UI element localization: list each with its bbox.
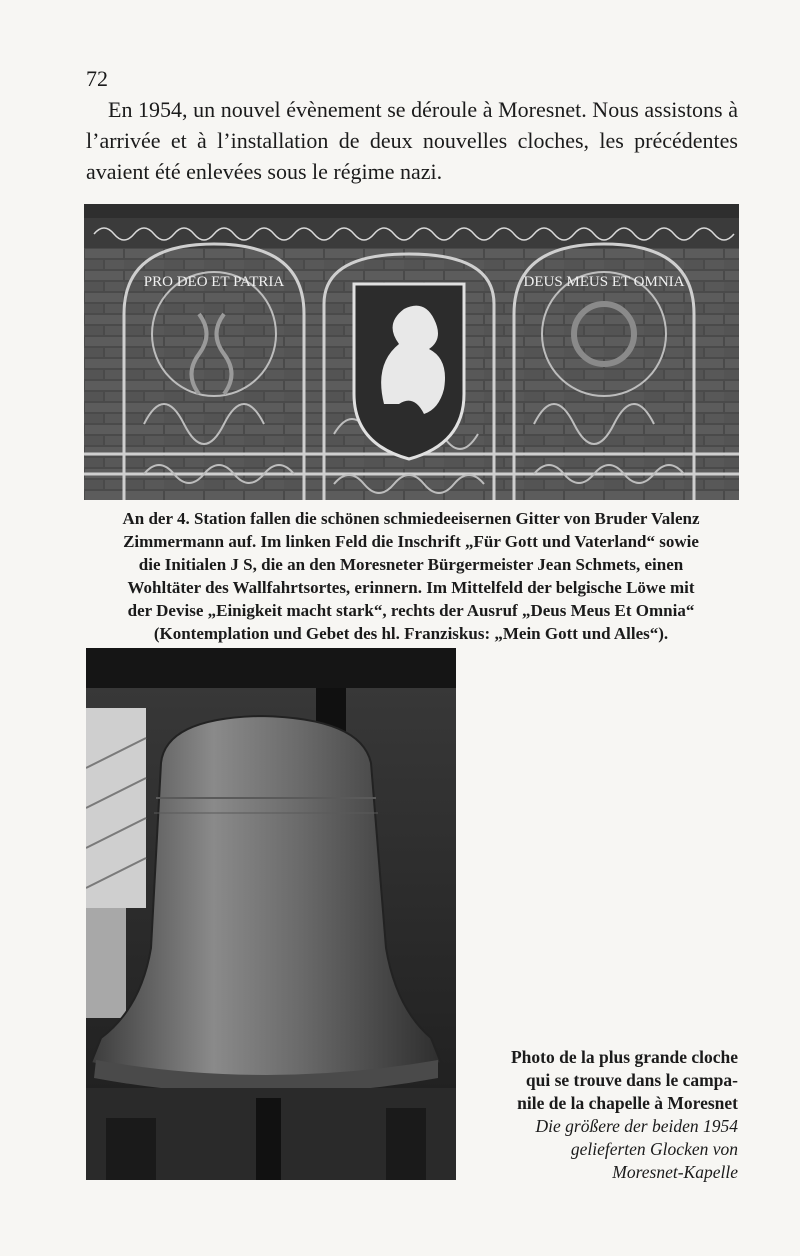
caption-line-fr: qui se trouve dans le campa-	[525, 1070, 738, 1090]
caption-line: (Kontemplation und Gebet des hl. Franziskus: „Mein Gott und Alles“).	[153, 624, 669, 643]
gate-illustration	[84, 204, 739, 500]
gate-photo-caption	[86, 507, 736, 645]
caption-line-fr: nile de la chapelle à Moresnet	[517, 1093, 738, 1113]
caption-line-fr: Photo de la plus grande cloche	[510, 1047, 738, 1067]
bell-illustration	[86, 648, 456, 1180]
caption-line-de: Moresnet-Kapelle	[612, 1162, 738, 1182]
bell-photo-caption	[470, 1046, 738, 1184]
gate-inscription-right: DEUS MEUS ET OMNIA	[523, 274, 685, 290]
caption-line-de: Die größere der beiden 1954	[535, 1116, 738, 1136]
caption-line: An der 4. Station fallen die schönen schmiedeeisernen Gitter von Bruder Valenz	[122, 509, 700, 528]
bell-photo	[86, 648, 456, 1180]
caption-line: Zimmermann auf. Im linken Feld die Inschrift „Für Gott und Vaterland“ sowie	[123, 532, 699, 551]
caption-line-de: gelieferten Glocken von	[570, 1139, 738, 1159]
caption-line: die Initialen J S, die an den Moresneter Bürgermeister Jean Schmets, einen	[138, 555, 684, 574]
gate-inscription-left: PRO DEO ET PATRIA	[143, 274, 285, 290]
gate-photo	[84, 204, 739, 500]
page-number: 72	[86, 66, 108, 91]
caption-line: Wohltäter des Wallfahrtsortes, erinnern. Im Mittelfeld der belgische Löwe mit	[127, 578, 695, 597]
intro-paragraph: En 1954, un nouvel évènement se déroule à Moresnet. Nous assistons à l’arrivée et à l’installation de deux nouvelles cloches, les précédentes avaient été enlevées sous le régime nazi.	[86, 97, 738, 184]
caption-line: der Devise „Einigkeit macht stark“, rechts der Ausruf „Deus Meus Et Omnia“	[127, 601, 695, 620]
